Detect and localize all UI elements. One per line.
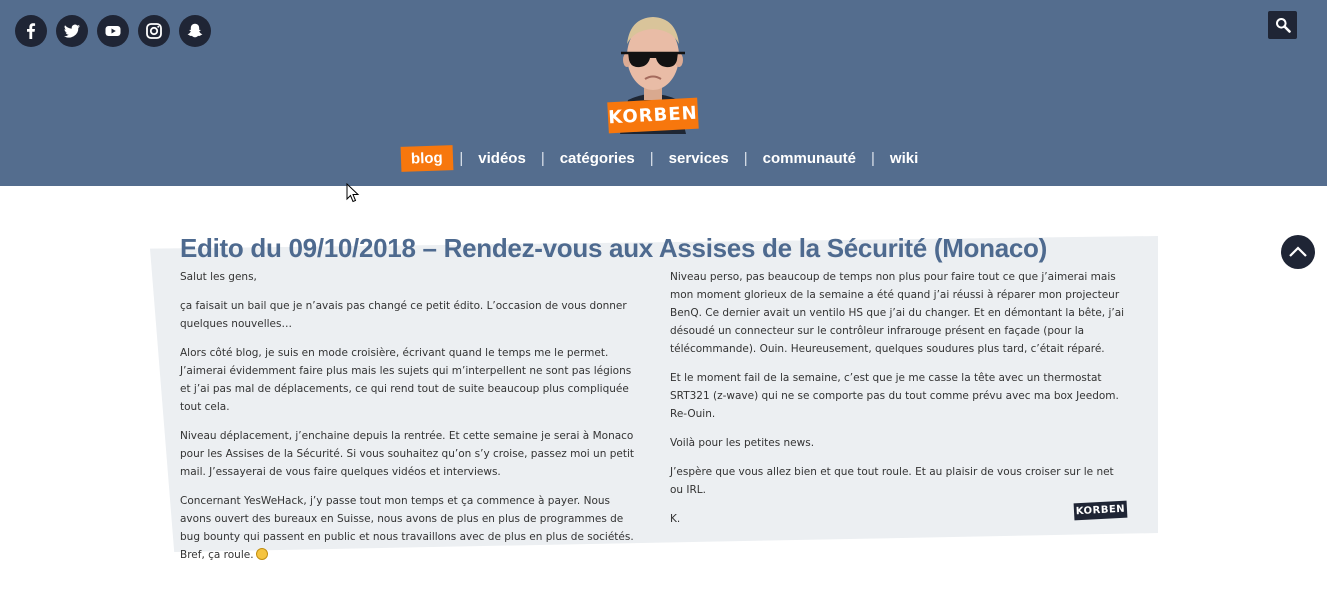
nav-separator: |: [743, 150, 748, 167]
social-links: [15, 15, 211, 47]
nav-item-services[interactable]: services: [668, 150, 729, 167]
paragraph: Et le moment fail de la semaine, c’est que je me casse la tête avec un thermostat SRT321 (z-wave) qui ne se comporte pas du tout comme prévu avec ma box Jeedom. Re-Ouin.: [670, 372, 1119, 420]
main-nav: [0, 146, 1327, 171]
nav-item-blog[interactable]: blog: [400, 145, 452, 172]
article-column-left: [180, 268, 635, 575]
search-icon: [1275, 17, 1291, 33]
paragraph: ça faisait un bail que je n’avais pas changé ce petit édito. L’occasion de vous donner quelques nouvelles…: [180, 300, 627, 330]
site-header: [0, 0, 1327, 186]
paragraph: Niveau déplacement, j’enchaine depuis la rentrée. Et cette semaine je serai à Monaco pour les Assises de la Sécurité. Si vous souhaitez qu’on s’y croise, passez moi un petit mail. J’essayerai de vous faire quelques vidéos et interviews.: [180, 430, 634, 478]
nav-separator: |: [649, 150, 654, 167]
youtube-icon[interactable]: [97, 15, 129, 47]
nav-item-videos[interactable]: vidéos: [478, 150, 526, 167]
signature-text: KORBEN: [1075, 503, 1126, 518]
paragraph: Voilà pour les petites news.: [670, 437, 815, 449]
paragraph: Niveau perso, pas beaucoup de temps non plus pour faire tout ce que j’aimerai mais mon moment glorieux de la semaine a été quand j’ai réussi à réparer mon projecteur BenQ. Ce dernier avait un ventilo HS que j’ai du changer. Et en démontant la bête, j’ai désoudé un connecteur sur le contrôleur infrarouge présent en façade (pour la télécommande). Ouin. Heureusement, quelques soudures plus tard, c’était réparé.: [670, 271, 1125, 355]
nav-separator: |: [540, 150, 545, 167]
twitter-icon[interactable]: [56, 15, 88, 47]
nav-item-community[interactable]: communauté: [762, 150, 856, 167]
instagram-icon[interactable]: [138, 15, 170, 47]
logo-text: KORBEN: [607, 102, 699, 129]
smiley-icon: [256, 548, 268, 560]
paragraph: K.: [670, 513, 681, 525]
article-title[interactable]: Edito du 09/10/2018 – Rendez-vous aux Assises de la Sécurité (Monaco): [180, 233, 1047, 263]
nav-item-categories[interactable]: catégories: [559, 150, 635, 167]
paragraph: Alors côté blog, je suis en mode croisière, écrivant quand le temps me le permet. J’aimerai évidemment faire plus mais les sujets qui m’interpellent ne sont pas légions et j’ai pas mal de déplacements, ce qui rend tout de suite beaucoup plus compliquée tout cela.: [180, 347, 632, 413]
logo-badge[interactable]: [607, 98, 698, 134]
article-column-right: [670, 268, 1125, 539]
paragraph-last: [180, 492, 635, 564]
nav-separator: |: [871, 150, 875, 167]
scroll-to-top-button[interactable]: [1281, 235, 1315, 269]
paragraph: J’espère que vous allez bien et que tout roule. Et au plaisir de vous croiser sur le net ou IRL.: [670, 466, 1114, 496]
chevron-up-icon: [1288, 245, 1308, 259]
paragraph: Salut les gens,: [180, 271, 257, 283]
nav-separator: |: [459, 150, 464, 167]
facebook-icon[interactable]: [15, 15, 47, 47]
search-button[interactable]: [1268, 11, 1297, 39]
paragraph-text: Concernant YesWeHack, j’y passe tout mon temps et ça commence à payer. Nous avons ouvert des bureaux en Suisse, nous avons de plus en plus de programmes de bug bounty qui passent en public et nous travaillons avec de plus en plus de sociétés. Bref, ça roule.: [180, 495, 634, 561]
nav-item-wiki[interactable]: wiki: [889, 150, 919, 167]
signature-badge: [1074, 501, 1128, 521]
mouse-cursor-icon: [346, 183, 360, 203]
snapchat-icon[interactable]: [179, 15, 211, 47]
